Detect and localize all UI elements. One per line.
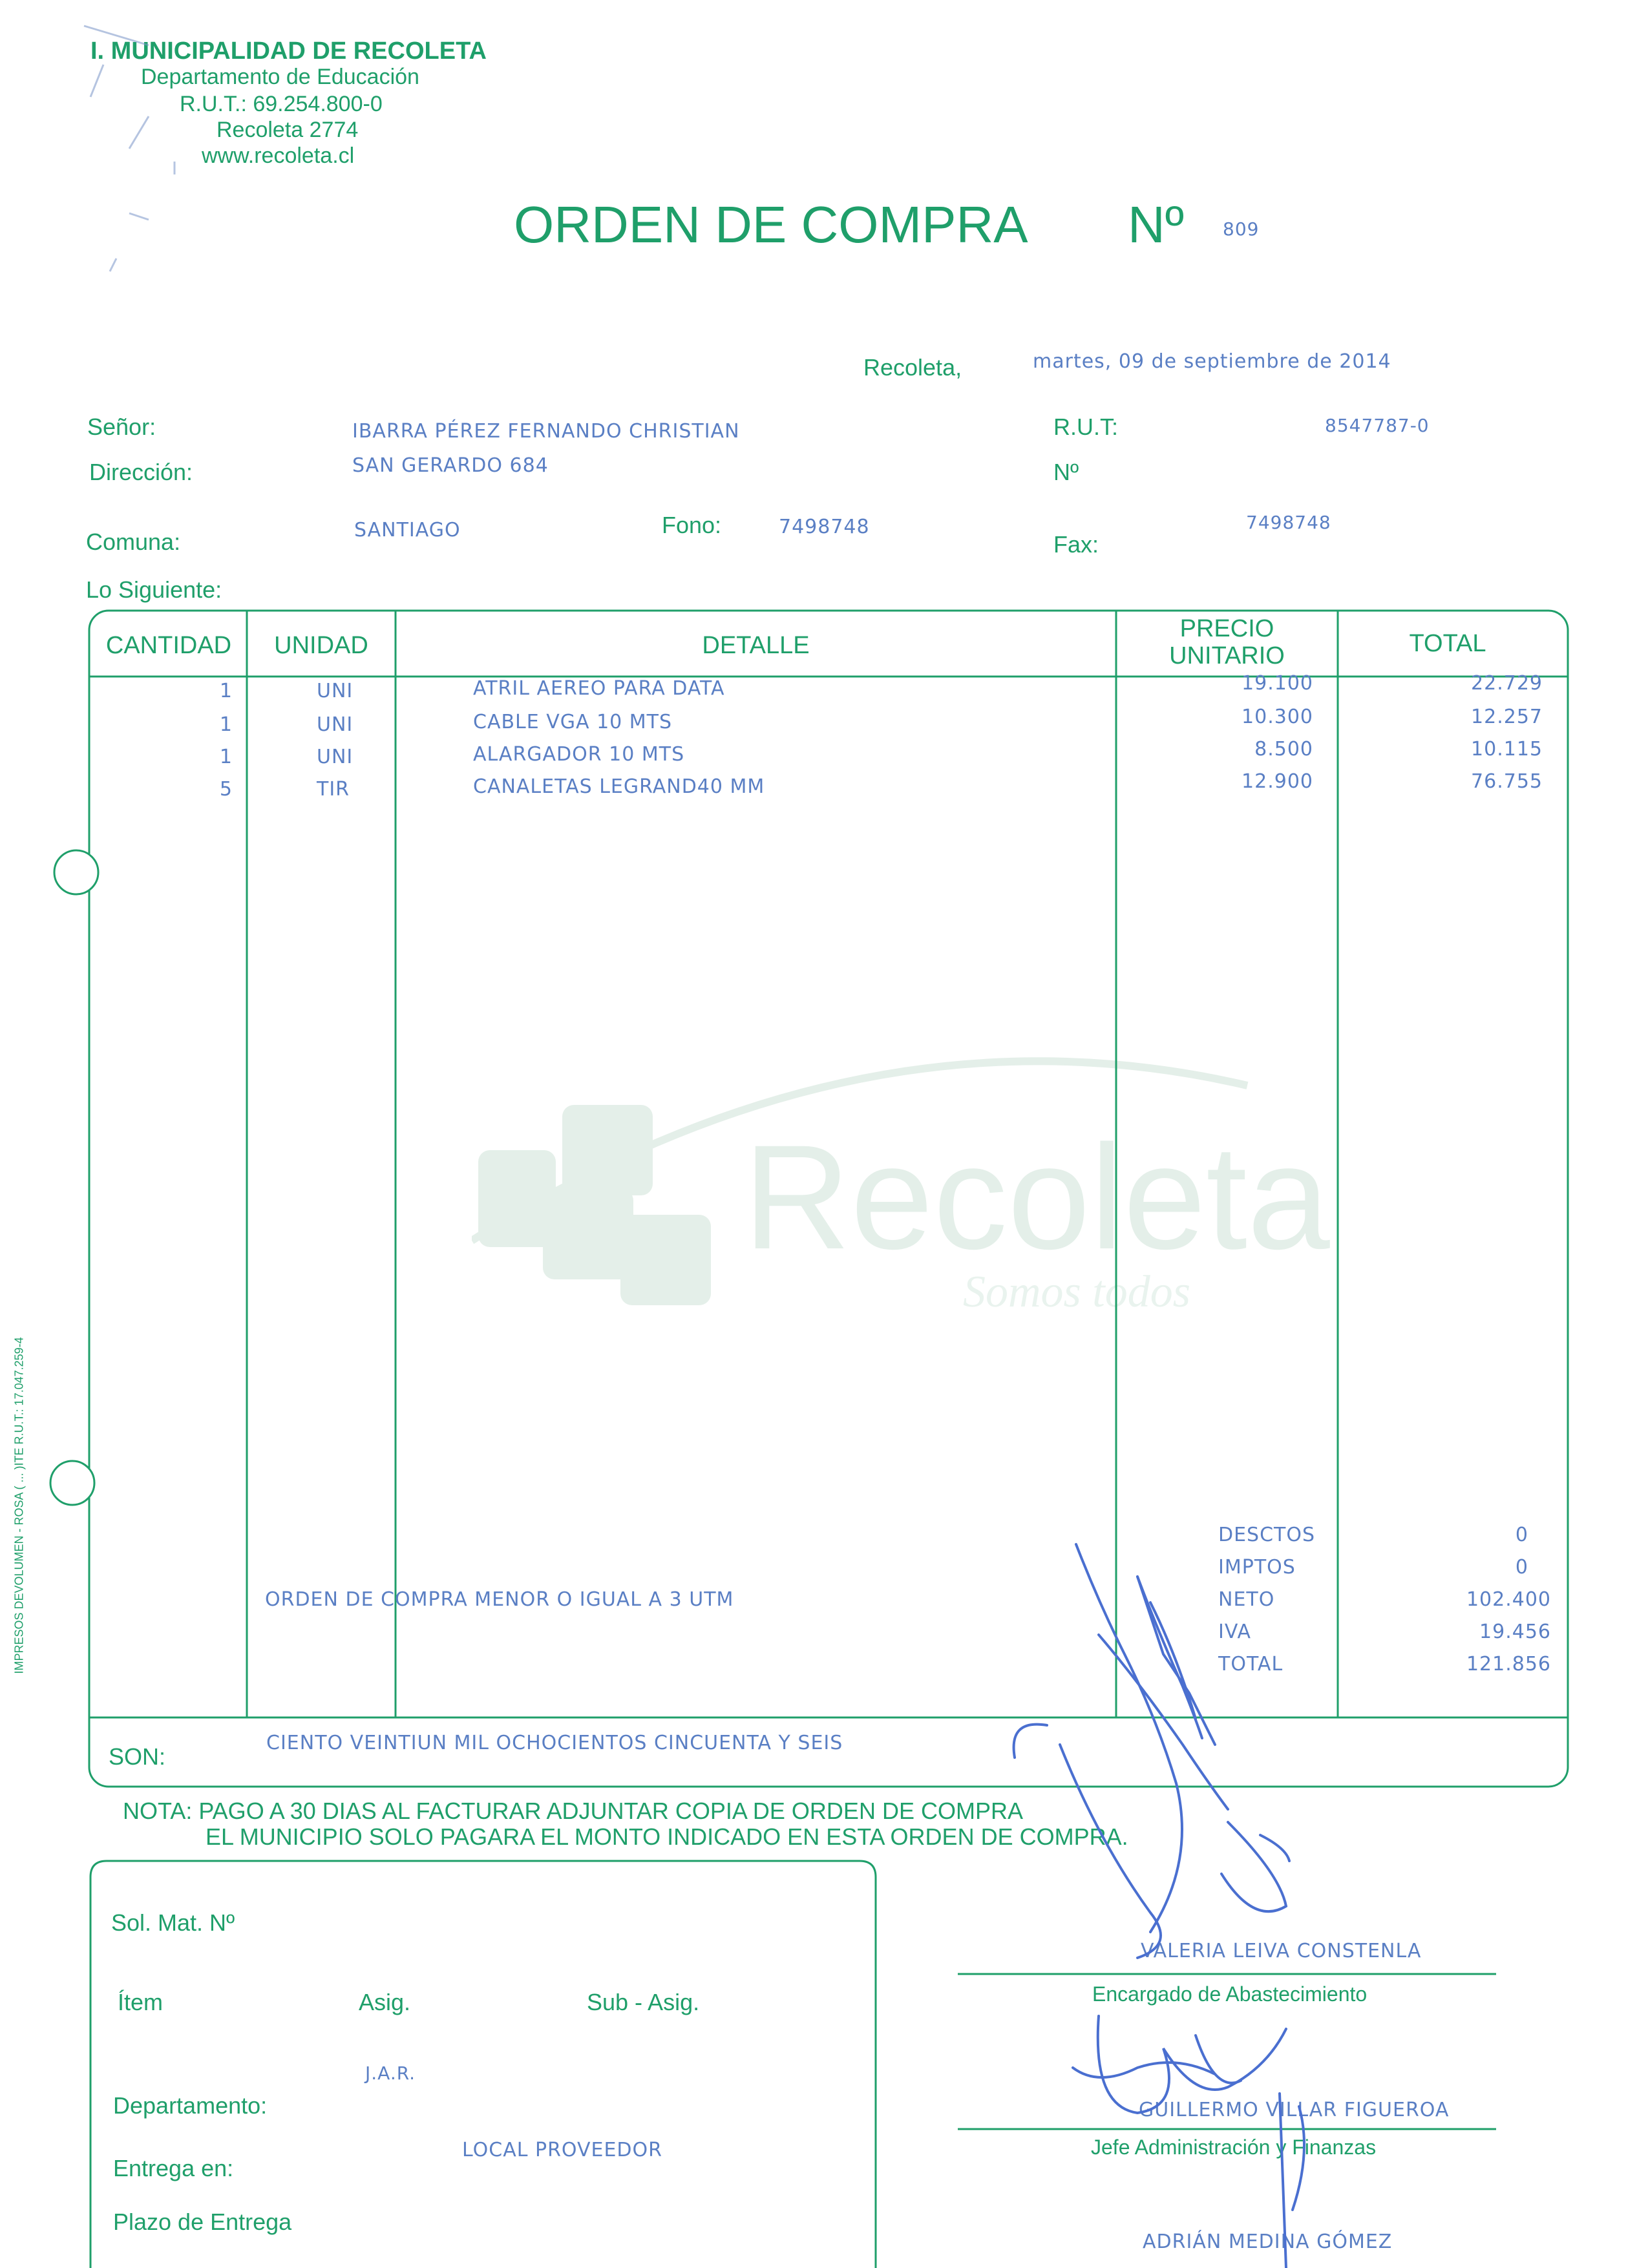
row-detalle: ATRIL AEREO PARA DATA — [473, 677, 725, 700]
row-unidad: UNI — [317, 713, 354, 736]
row-unidad: UNI — [317, 746, 354, 768]
row-cantidad: 1 — [219, 746, 233, 768]
nota-line-2: EL MUNICIPIO SOLO PAGARA EL MONTO INDICADO EN ESTA ORDEN DE COMPRA. — [206, 1823, 1128, 1850]
row-precio: 8.500 — [1254, 738, 1313, 761]
row-total: 10.115 — [1471, 738, 1543, 761]
row-detalle: CABLE VGA 10 MTS — [473, 711, 673, 733]
sol-mat-label: Sol. Mat. Nº — [111, 1909, 235, 1936]
signature-name-1: VALERIA LEIVA CONSTENLA — [1141, 1940, 1422, 1962]
row-detalle: CANALETAS LEGRAND40 MM — [473, 775, 765, 798]
rut-label: R.U.T: — [1053, 414, 1119, 440]
side-print-text-value: IMPRESOS DEVOLUMEN - ROSA ( ... )ITE R.U.T.: 17.047.259-4 — [12, 1337, 26, 1674]
summary-label-neto: NETO — [1218, 1588, 1275, 1611]
row-precio: 19.100 — [1241, 672, 1313, 695]
entrega-value: LOCAL PROVEEDOR — [462, 2139, 662, 2161]
row-total: 76.755 — [1471, 770, 1543, 793]
nota-line-1: NOTA: PAGO A 30 DIAS AL FACTURAR ADJUNTAR COPIA DE ORDEN DE COMPRA — [123, 1798, 1023, 1824]
col-header-precio-1: PRECIO — [1179, 615, 1274, 642]
comuna-label: Comuna: — [86, 529, 181, 555]
order-date: martes, 09 de septiembre de 2014 — [1033, 350, 1391, 373]
direccion-label: Dirección: — [89, 459, 193, 485]
row-precio: 10.300 — [1241, 706, 1313, 728]
row-unidad: UNI — [317, 680, 354, 702]
lo-siguiente-label: Lo Siguiente: — [86, 576, 222, 603]
signature-name-2: GUILLERMO VILLAR FIGUEROA — [1139, 2099, 1450, 2121]
row-cantidad: 1 — [219, 713, 233, 736]
summary-label-imptos: IMPTOS — [1218, 1556, 1296, 1579]
municipality-dept: Departamento de Educación — [141, 65, 419, 89]
col-header-total: TOTAL — [1409, 630, 1486, 657]
municipality-name: I. MUNICIPALIDAD DE RECOLETA — [90, 37, 487, 65]
signature-role-1: Encargado de Abastecimiento — [1092, 1982, 1368, 2006]
signature-role-2: Jefe Administración y Finanzas — [1091, 2136, 1377, 2159]
entrega-label: Entrega en: — [113, 2155, 234, 2181]
summary-value-desctos: 0 — [1515, 1524, 1528, 1546]
comuna-value: SANTIAGO — [354, 519, 461, 541]
row-cantidad: 1 — [219, 680, 233, 702]
summary-label-desctos: DESCTOS — [1218, 1524, 1316, 1546]
col-header-detalle: DETALLE — [702, 632, 810, 659]
row-unidad: TIR — [317, 778, 350, 801]
row-detalle: ALARGADOR 10 MTS — [473, 743, 685, 766]
place-label: Recoleta, — [863, 354, 962, 381]
fax-label: Fax: — [1053, 531, 1099, 558]
fono-value: 7498748 — [779, 516, 870, 538]
asig-label: Asig. — [359, 1989, 411, 2015]
summary-label-total: TOTAL — [1218, 1653, 1284, 1675]
departamento-label: Departamento: — [113, 2092, 268, 2119]
direccion-value: SAN GERARDO 684 — [352, 454, 549, 477]
municipality-rut: R.U.T.: 69.254.800-0 — [180, 92, 383, 116]
col-header-unidad: UNIDAD — [274, 632, 368, 659]
row-total: 22.729 — [1471, 672, 1543, 695]
fono-label: Fono: — [662, 512, 722, 538]
signature-name-3: ADRIÁN MEDINA GÓMEZ — [1143, 2231, 1393, 2253]
son-label: SON: — [109, 1743, 166, 1770]
senor-label: Señor: — [87, 414, 156, 440]
no-label: Nº — [1053, 459, 1079, 485]
jar-value: J.A.R. — [365, 2063, 416, 2084]
fax-value: 7498748 — [1246, 512, 1331, 533]
municipality-address: Recoleta 2774 — [217, 118, 359, 142]
municipality-web: www.recoleta.cl — [202, 143, 355, 168]
col-header-precio-2: UNITARIO — [1169, 642, 1285, 669]
summary-value-iva: 19.456 — [1479, 1621, 1551, 1643]
summary-value-neto: 102.400 — [1466, 1588, 1551, 1611]
summary-label-iva: IVA — [1218, 1621, 1251, 1643]
summary-value-total: 121.856 — [1466, 1653, 1551, 1675]
row-cantidad: 5 — [219, 778, 233, 801]
watermark-sub: Somos todos — [963, 1267, 1190, 1317]
senor-value: IBARRA PÉREZ FERNANDO CHRISTIAN — [352, 420, 740, 443]
order-number: 809 — [1223, 218, 1260, 240]
order-number-label: Nº — [1128, 196, 1184, 253]
plazo-label: Plazo de Entrega — [113, 2209, 292, 2235]
document-title: ORDEN DE COMPRA — [514, 196, 1028, 253]
row-precio: 12.900 — [1241, 770, 1313, 793]
rut-value: 8547787-0 — [1325, 415, 1430, 436]
row-total: 12.257 — [1471, 706, 1543, 728]
son-value: CIENTO VEINTIUN MIL OCHOCIENTOS CINCUENTA Y SEIS — [266, 1732, 843, 1754]
watermark-text: Recoleta — [743, 1114, 1330, 1280]
col-header-cantidad: CANTIDAD — [105, 632, 232, 659]
sub-asig-label: Sub - Asig. — [587, 1989, 700, 2015]
utm-note: ORDEN DE COMPRA MENOR O IGUAL A 3 UTM — [265, 1588, 734, 1611]
item-label: Ítem — [118, 1989, 164, 2015]
summary-value-imptos: 0 — [1515, 1556, 1528, 1579]
